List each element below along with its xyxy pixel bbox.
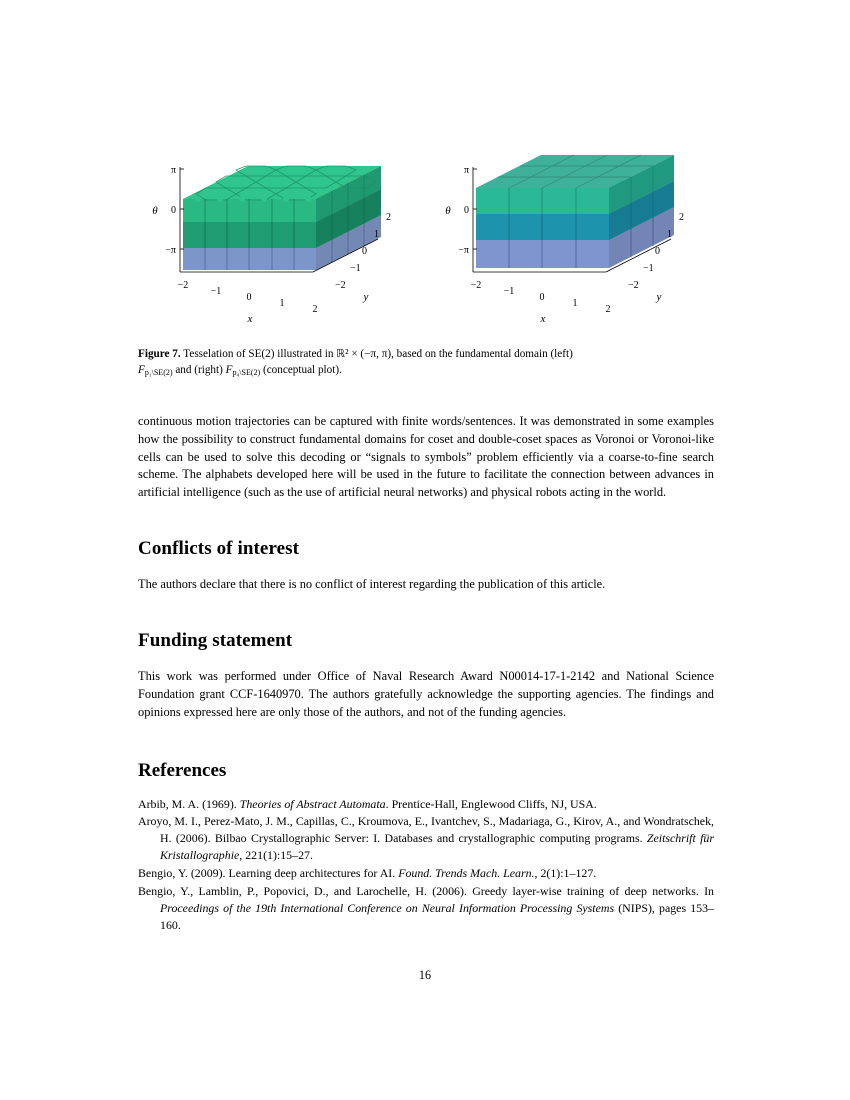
figure-caption-sub2: p₄\SE(2) [232, 368, 261, 378]
section-text-conflicts: The authors declare that there is no conflict of interest regarding the publication of this article. [138, 577, 606, 592]
reference-authors: Aroyo, M. I., Perez-Mato, J. M., Capillas, C., Kroumova, E., Ivantchev, S., Madariaga, G., Kirov, A., and Wondratschek, H. (2006). Bilbao Crystallographic Server: I. Databases and crystallographic computing programs. [138, 814, 714, 846]
svg-text:1: 1 [279, 298, 285, 309]
reference-authors: Bengio, Y. (2009). Learning deep architectures for AI. [138, 866, 399, 881]
figure-label: Figure 7. [138, 348, 181, 360]
left-plot-z-label: θ [152, 205, 158, 217]
right-plot-x-label: x [540, 313, 546, 325]
figure-caption-post: (conceptual plot). [260, 364, 342, 377]
reference-rest: (NIPS), pages 153–160. [160, 901, 714, 932]
svg-text:1: 1 [667, 229, 672, 240]
figure-7 [138, 120, 714, 379]
reference-authors: Bengio, Y., Lamblin, P., Popovici, D., and Larochelle, H. (2006). Greedy layer-wise training of deep networks. In [138, 884, 714, 899]
right-plot-cells [476, 155, 674, 268]
page-number: 16 [418, 968, 432, 982]
svg-text:−2: −2 [177, 280, 189, 291]
left-plot-cells [183, 166, 381, 270]
figure-caption-line1: Tesselation of SE(2) illustrated in ℝ² × (−π, π), based on the fundamental domain (left) [183, 348, 573, 360]
left-plot-x-label: x [247, 313, 253, 325]
svg-text:2: 2 [605, 304, 611, 315]
svg-text:1: 1 [572, 298, 578, 309]
reference-list [138, 796, 714, 934]
svg-text:2: 2 [679, 212, 684, 223]
left-plot-y-label: y [363, 291, 369, 303]
right-3d-tesselation-plot [431, 120, 714, 330]
figure-caption-sub1: p₁\SE(2) [144, 368, 173, 378]
figure-caption-mid: and (right) [172, 364, 226, 377]
svg-text:−1: −1 [210, 286, 222, 297]
svg-text:−π: −π [165, 245, 176, 256]
svg-text:0: 0 [171, 205, 176, 216]
svg-text:2: 2 [312, 304, 318, 315]
right-plot-x-ticks [471, 280, 611, 315]
section-title-references: References [138, 759, 227, 781]
left-3d-tesselation-plot [138, 120, 421, 330]
svg-text:0: 0 [655, 246, 660, 257]
section-title-funding: Funding statement [138, 629, 293, 651]
svg-text:−2: −2 [335, 280, 346, 291]
left-plot-z-ticks [165, 165, 176, 256]
section-title-conflicts: Conflicts of interest [138, 538, 300, 560]
page-content [138, 120, 714, 935]
svg-text:0: 0 [246, 292, 252, 303]
reference-item [138, 813, 714, 864]
right-plot-z-ticks [458, 165, 469, 256]
figure-caption-F2: F [225, 364, 233, 377]
svg-text:1: 1 [374, 229, 379, 240]
figure-plots [138, 120, 714, 330]
figure-caption [138, 346, 714, 379]
svg-text:2: 2 [386, 212, 391, 223]
reference-authors: Arbib, M. A. (1969). [138, 796, 240, 811]
left-plot-svg [138, 120, 421, 330]
right-plot-svg [431, 120, 714, 330]
svg-text:−1: −1 [643, 263, 654, 274]
svg-text:−2: −2 [470, 280, 482, 291]
svg-text:0: 0 [464, 205, 469, 216]
right-plot-z-label: θ [445, 205, 451, 217]
reference-item [138, 796, 714, 813]
continuation-paragraph: continuous motion trajectories can be captured with finite words/sentences. It was demonstrated in some examples how the possibility to construct fundamental domains for coset and double-coset spaces as Voronoi or Voronoi-like cells can be used to solve this decoding or “signals to symbols” problem efficiently via a coarse-to-fine search scheme. The alphabets developed here will be used in the future to facilitate the connection between advances in artificial intelligence (such as the use of artificial neural networks) and physical robots acting in the world. [138, 413, 714, 500]
svg-text:−π: −π [458, 245, 469, 256]
reference-rest: , 2(1):1–127. [534, 866, 597, 881]
svg-text:π: π [463, 165, 469, 176]
reference-title: Proceedings of the 19th International Conference on Neural Information Processing Systems [160, 901, 615, 915]
reference-title: Found. Trends Mach. Learn. [398, 866, 535, 881]
reference-title: Zeitschrift für Kristallographie [160, 831, 714, 863]
svg-text:−1: −1 [350, 263, 361, 274]
reference-item [138, 883, 714, 934]
reference-rest: , 221(1):15–27. [239, 848, 313, 863]
svg-text:π: π [170, 165, 176, 176]
reference-title: Theories of Abstract Automata [239, 796, 386, 811]
right-plot-y-label: y [656, 291, 662, 303]
section-text-funding: This work was performed under Office of Naval Research Award N00014-17-1-2142 and National Science Foundation grant CCF-1640970. The authors gratefully acknowledge the supporting agencies. The findings and opinions expressed here are only those of the authors, and not of the funding agencies. [138, 668, 714, 719]
figure-caption-F1: F [138, 364, 145, 377]
svg-text:0: 0 [362, 246, 367, 257]
svg-text:−1: −1 [503, 286, 515, 297]
svg-text:0: 0 [539, 292, 545, 303]
svg-text:−2: −2 [628, 280, 639, 291]
reference-rest: . Prentice-Hall, Englewood Cliffs, NJ, USA. [385, 796, 597, 811]
reference-item [138, 865, 714, 882]
left-plot-x-ticks [178, 280, 318, 315]
